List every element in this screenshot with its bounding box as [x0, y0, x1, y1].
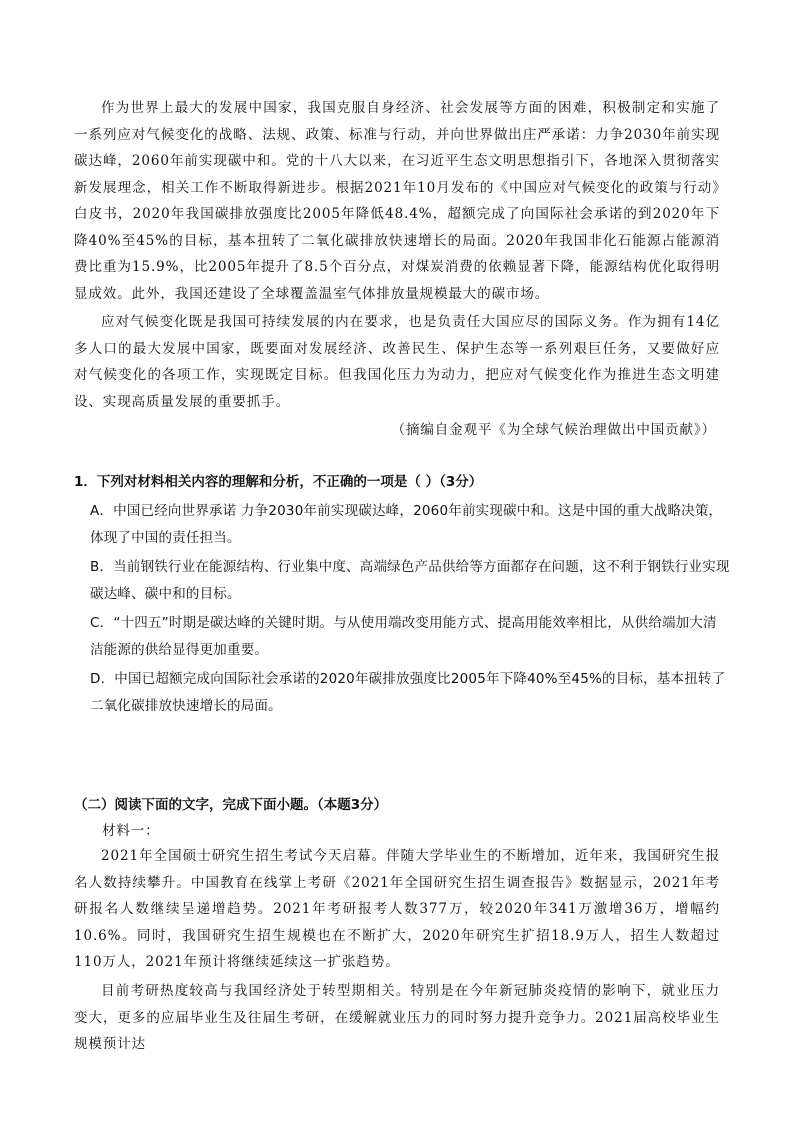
- option-b: B．当前钢铁行业在能源结构、行业集中度、高端绿色产品供给等方面都存在问题，这不利于钢铁行业实现碳达峰、碳中和的目标。: [90, 559, 730, 602]
- option-a: A．中国已经向世界承诺 力争2030年前实现碳达峰，2060年前实现碳中和。这是中国的重大战略决策，体现了中国的责任担当。: [90, 503, 723, 546]
- question-1-stem: 1．下列对材料相关内容的理解和分析，不正确的一项是（ ）（3分）: [74, 474, 483, 490]
- option-c: C．“十四五”时期是碳达峰的关键时期。与从使用端改变用能方式、提高用能效率相比，从供给端加大清洁能源的供给显得更加重要。: [90, 615, 717, 658]
- material-1-label: 材料一：: [102, 823, 160, 839]
- passage-paragraph-2: 应对气候变化既是我国可持续发展的内在要求，也是负责任大国应尽的国际义务。作为拥有14亿多人口的最大发展中国家，既要面对发展经济、改善民生、保护生态等一系列艰巨任务，又要做好应对气候变化的各项工作，实现既定目标。但我国化压力为动力，把应对气候变化作为推进生态文明建设、实现高质量发展的重要抓手。: [74, 314, 720, 410]
- passage-paragraph-1: 作为世界上最大的发展中国家，我国克服自身经济、社会发展等方面的困难，积极制定和实施了一系列应对气候变化的战略、法规、政策、标准与行动，并向世界做出庄严承诺：力争2030年前实现碳达峰，2060年前实现碳中和。党的十八大以来，在习近平生态文明思想指引下，各地深入贯彻落实新发展理念，相关工作不断取得新进步。根据2021年10月发布的《中国应对气候变化的政策与行动》白皮书，2020年我国碳排放强度比2005年降低48.4%，超额完成了向国际社会承诺的到2020年下降40%至45%的目标，基本扭转了二氧化碳排放快速增长的局面。2020年我国非化石能源占能源消费比重为15.9%，比2005年提升了8.5个百分点，对煤炭消费的依赖显著下降，能源结构优化取得明显成效。此外，我国还建设了全球覆盖温室气体排放量规模最大的碳市场。: [74, 100, 720, 302]
- passage-source: （摘编自金观平《为全球气候治理做出中国贡献》）: [391, 422, 716, 438]
- section-2-title: （二）阅读下面的文字，完成下面小题。（本题3分）: [74, 797, 388, 813]
- option-d: D．中国已超额完成向国际社会承诺的2020年碳排放强度比2005年下降40%至45%的目标，基本扭转了二氧化碳排放快速增长的局面。: [90, 671, 726, 714]
- material-1-paragraph-2: 目前考研热度较高与我国经济处于转型期相关。特别是在今年新冠肺炎疫情的影响下，就业压力变大，更多的应届毕业生及往届生考研，在缓解就业压力的同时努力提升竞争力。2021届高校毕业生规模预计达: [74, 983, 720, 1052]
- material-1-paragraph-1: 2021年全国硕士研究生招生考试今天启幕。伴随大学毕业生的不断增加，近年来，我国研究生报名人数持续攀升。中国教育在线掌上考研《2021年全国研究生招生调查报告》数据显示，2021年考研报名人数继续呈递增趋势。2021年考研报考人数377万，较2020年341万激增36万，增幅约10.6%。同时，我国研究生招生规模也在不断扩大，2020年研究生扩招18.9万人，招生人数超过110万人，2021年预计将继续延续这一扩张趋势。: [74, 848, 720, 970]
- question-1-options: [90, 498, 730, 722]
